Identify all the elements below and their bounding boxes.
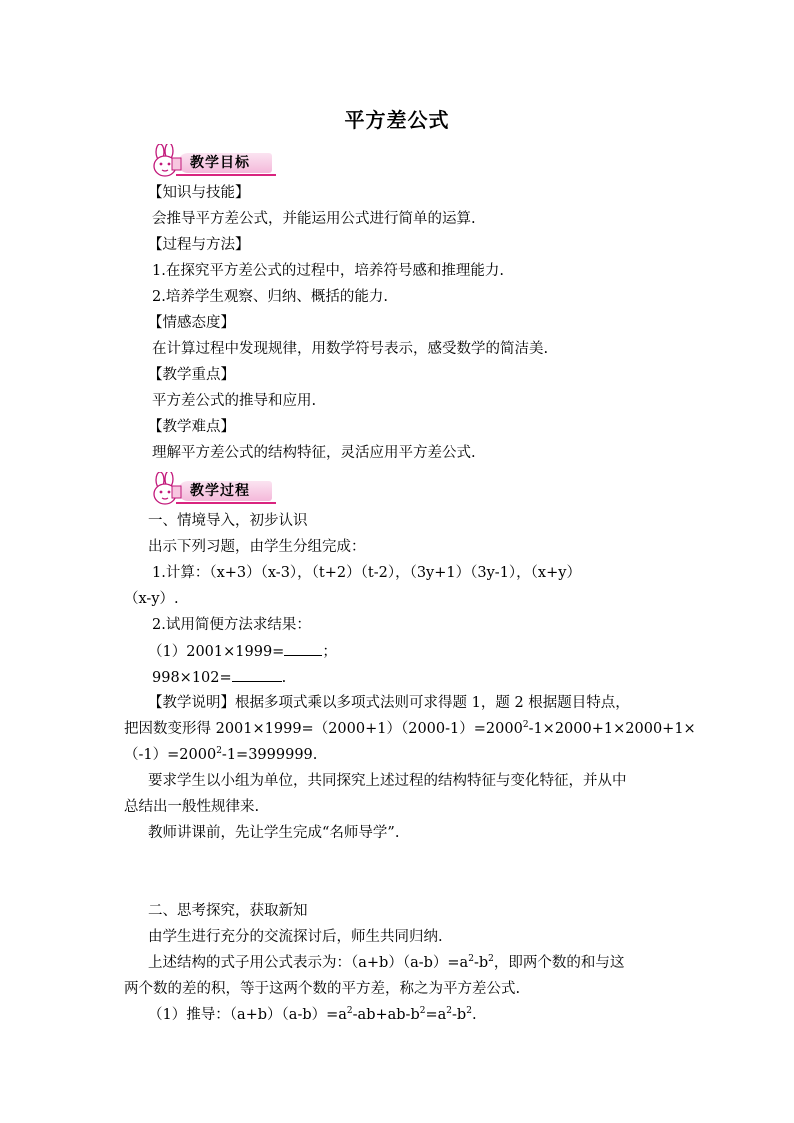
- teaching-note-line-3: $(-1)=2000^2-1=3999999$.: [124, 746, 318, 763]
- goals-heading-difficulty: 【教学难点】: [148, 419, 235, 435]
- banner-label: 教学过程: [190, 483, 250, 499]
- bunny-mascot-icon: [148, 472, 186, 506]
- exercise-1-line-1: 1.计算：（x+3）（x-3），（t+2）（t-2），（3y+1）（3y-1），（x+y）: [152, 565, 581, 581]
- goals-heading-process: 【过程与方法】: [148, 237, 250, 253]
- goals-text-knowledge: 会推导平方差公式，并能运用公式进行简单的运算.: [152, 211, 476, 227]
- requirement-line-2: 总结出一般性规律来.: [124, 799, 260, 815]
- process-section-1-heading: 一、情境导入，初步认识: [148, 513, 308, 529]
- goals-heading-knowledge: 【知识与技能】: [148, 185, 250, 201]
- bunny-mascot-icon: [148, 144, 186, 178]
- requirement-line-1: 要求学生以小组为单位，共同探究上述过程的结构特征与变化特征，并从中: [148, 773, 627, 789]
- banner-label: 教学目标: [190, 155, 250, 171]
- exercise-1-line-2: （x-y）.: [124, 591, 179, 607]
- teacher-instruction: 教师讲课前，先让学生完成“名师导学”.: [148, 825, 400, 841]
- banner-underline: [176, 174, 276, 176]
- section-banner-process: [148, 472, 272, 508]
- process-text: 由学生进行充分的交流探讨后，师生共同归纳.: [148, 929, 443, 945]
- goals-text-difficulty: 理解平方差公式的结构特征，灵活应用平方差公式.: [152, 445, 476, 461]
- section-banner-goals: [148, 144, 272, 180]
- goals-heading-key: 【教学重点】: [148, 367, 235, 383]
- process-text: 出示下列习题，由学生分组完成：: [148, 539, 366, 555]
- exercise-2-item-2: 998×102= .: [152, 667, 286, 688]
- exercise-2-item-1: （1）2001×1999= ；: [148, 641, 337, 662]
- answer-blank: [232, 667, 282, 682]
- goals-text-process-2: 2.培养学生观察、归纳、概括的能力.: [152, 289, 388, 305]
- goals-heading-attitude: 【情感态度】: [148, 315, 235, 331]
- banner-underline: [176, 502, 276, 504]
- formula-line-2: 两个数的差的积，等于这两个数的平方差，称之为平方差公式.: [124, 981, 521, 997]
- answer-blank: [284, 641, 322, 656]
- goals-text-attitude: 在计算过程中发现规律，用数学符号表示，感受数学的简洁美.: [152, 341, 549, 357]
- teaching-note-line-1: 【教学说明】根据多项式乘以多项式法则可求得题 1，题 2 根据题目特点，: [148, 695, 630, 711]
- derivation-line: （1）推导：$(a+b)(a-b)=a^2-ab+ab-b^2=a^2-b^2$.: [148, 1006, 477, 1023]
- goals-text-key: 平方差公式的推导和应用.: [152, 393, 317, 409]
- formula-line-1: 上述结构的式子用公式表示为：$(a+b)(a-b)=a^2-b^2$，即两个数的和与这: [148, 954, 625, 971]
- exercise-2-heading: 2.试用简便方法求结果：: [152, 617, 311, 633]
- teaching-note-line-2: 把因数变形得 $2001\times 1999=(2000+1)(2000-1)=2000^2-1\times 2000+1\times 2000+1\times$: [124, 720, 696, 737]
- page-title: 平方差公式: [344, 108, 450, 132]
- process-section-2-heading: 二、思考探究，获取新知: [148, 903, 308, 919]
- goals-text-process-1: 1.在探究平方差公式的过程中，培养符号感和推理能力.: [152, 263, 504, 279]
